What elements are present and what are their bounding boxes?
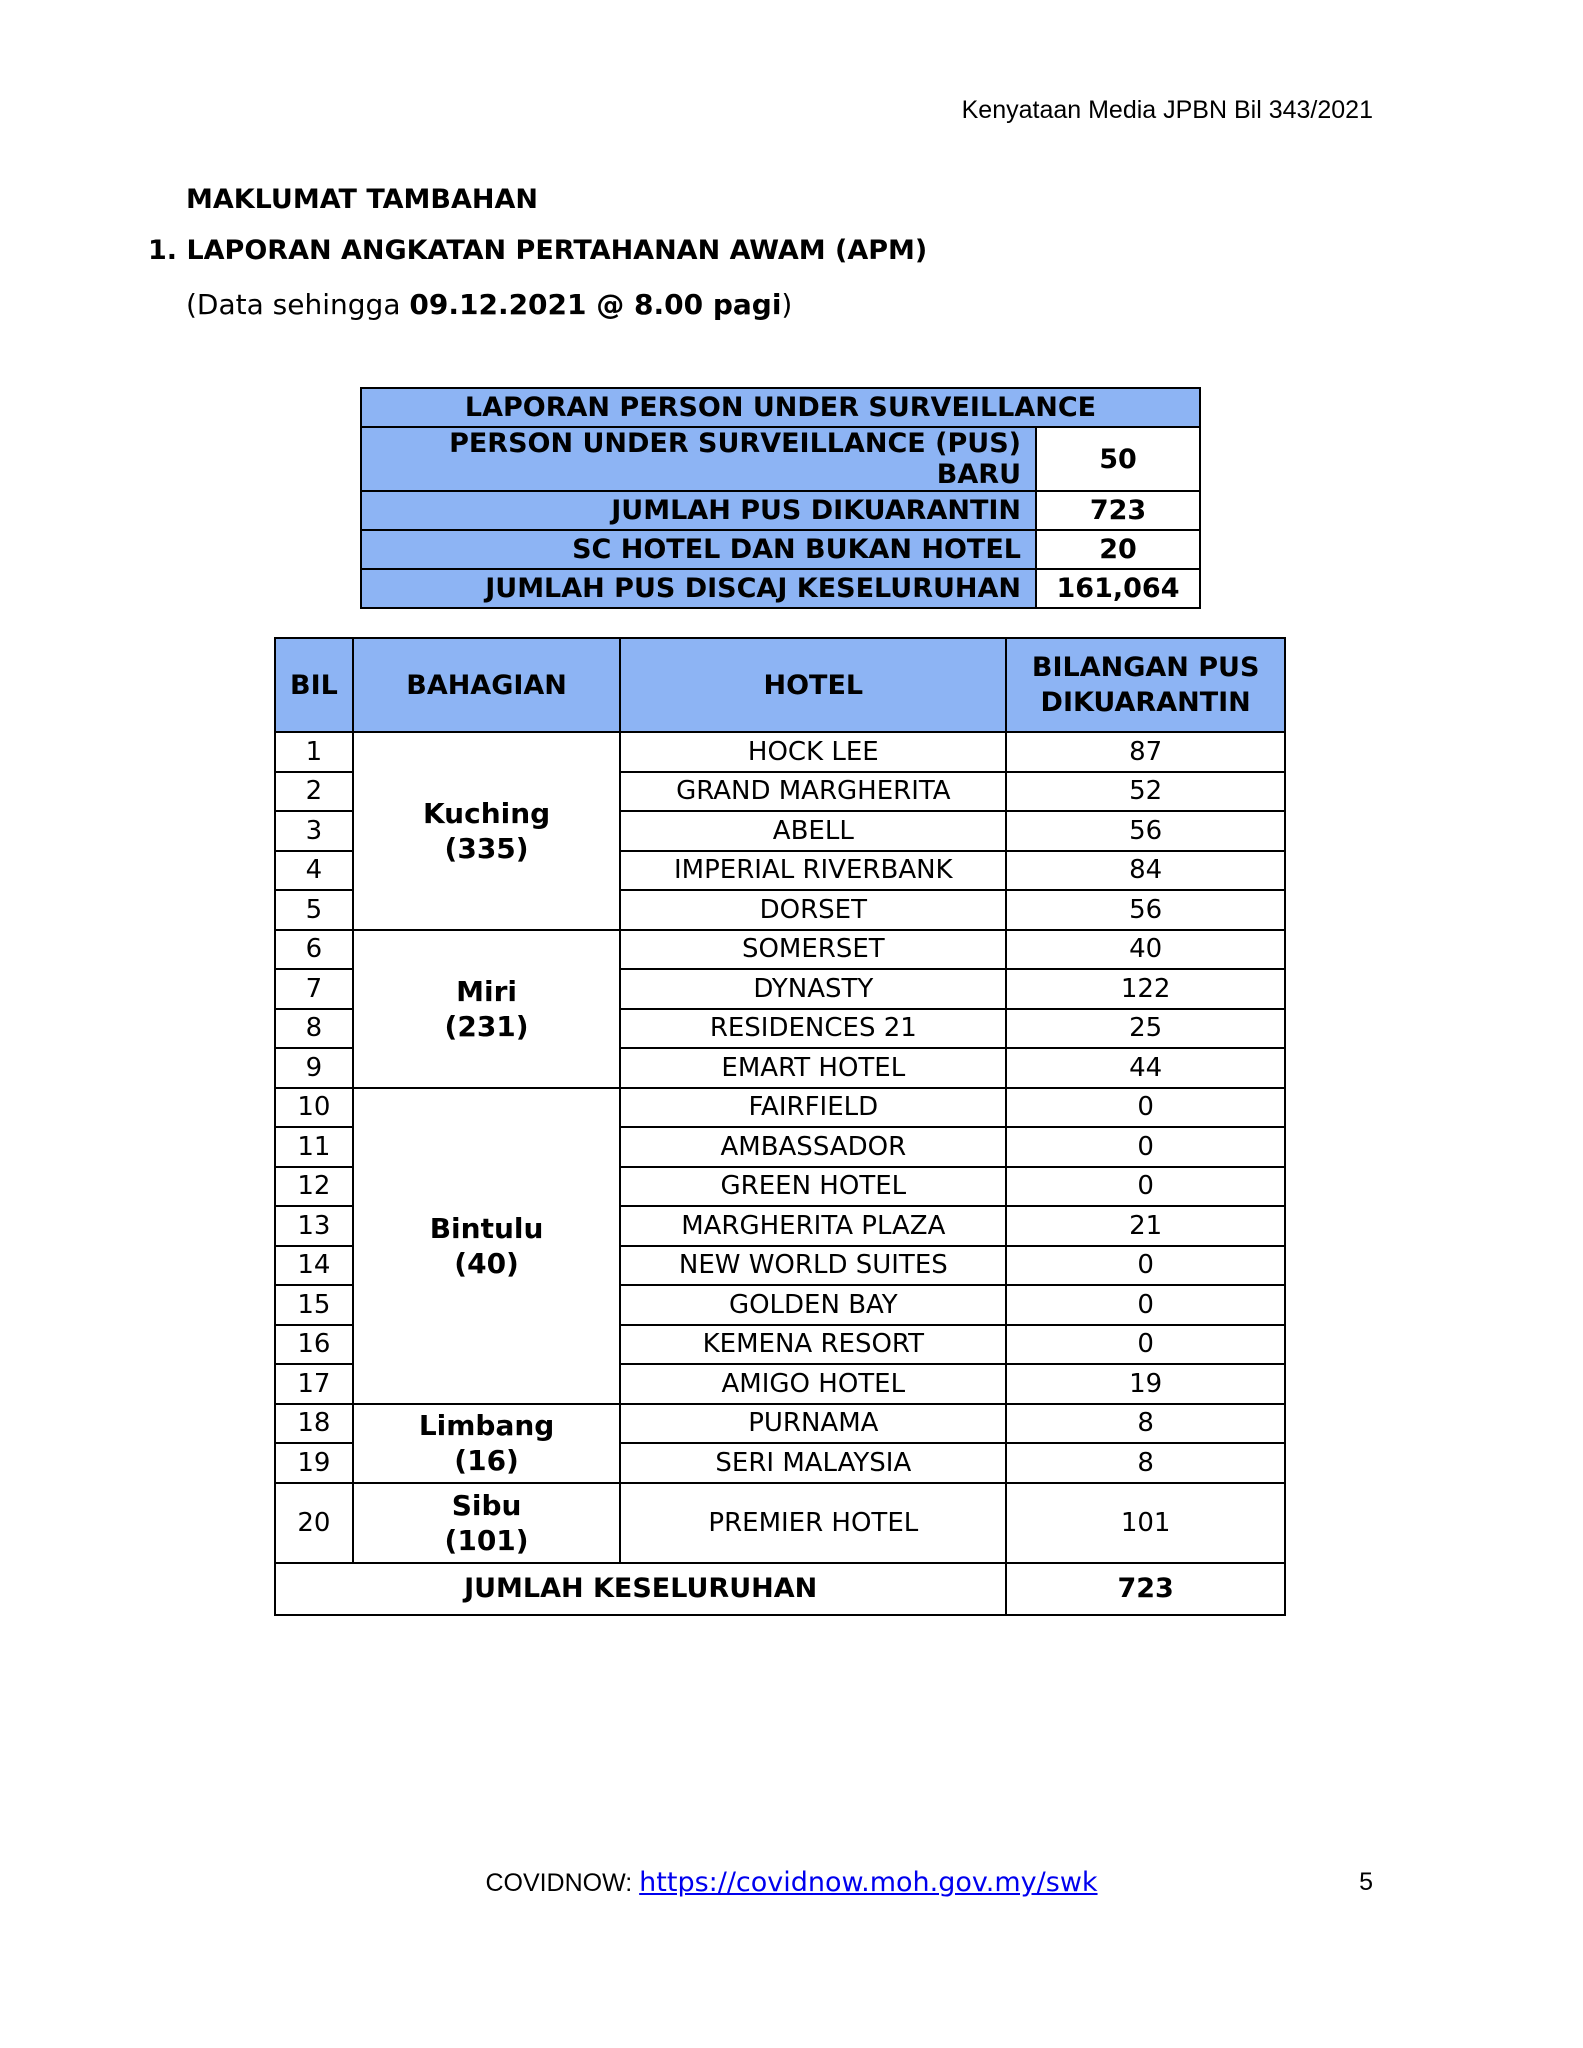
division-name: Limbang: [418, 1409, 555, 1442]
note-suffix: ): [781, 288, 793, 321]
row-hotel: IMPERIAL RIVERBANK: [620, 851, 1006, 891]
item-title: 1. LAPORAN ANGKATAN PERTAHANAN AWAM (APM): [148, 235, 928, 266]
total-label: JUMLAH KESELURUHAN: [275, 1563, 1006, 1615]
covidnow-link[interactable]: https://covidnow.moh.gov.my/swk: [639, 1867, 1098, 1898]
header-bahagian: BAHAGIAN: [353, 638, 620, 732]
division-sibu: [353, 1483, 620, 1563]
division-limbang: [353, 1404, 620, 1483]
summary-title: LAPORAN PERSON UNDER SURVEILLANCE: [361, 388, 1200, 427]
row-bil: 2: [275, 772, 353, 812]
row-count: 44: [1006, 1048, 1285, 1088]
table-row: [275, 1088, 1285, 1128]
row-hotel: AMIGO HOTEL: [620, 1364, 1006, 1404]
section-title: MAKLUMAT TAMBAHAN: [186, 184, 538, 215]
row-hotel: GOLDEN BAY: [620, 1285, 1006, 1325]
division-total: (40): [454, 1246, 519, 1280]
document-reference: Kenyataan Media JPBN Bil 343/2021: [961, 96, 1373, 124]
row-bil: 1: [275, 732, 353, 772]
row-hotel: KEMENA RESORT: [620, 1325, 1006, 1365]
header-count-line1: BILANGAN PUS: [1031, 652, 1260, 683]
summary-label: SC HOTEL DAN BUKAN HOTEL: [361, 530, 1036, 569]
row-bil: 3: [275, 811, 353, 851]
row-bil: 17: [275, 1364, 353, 1404]
row-count: 8: [1006, 1443, 1285, 1483]
row-count: 84: [1006, 851, 1285, 891]
summary-label: PERSON UNDER SURVEILLANCE (PUS) BARU: [361, 427, 1036, 491]
row-count: 19: [1006, 1364, 1285, 1404]
total-row: [275, 1563, 1285, 1615]
table-row: [275, 1483, 1285, 1563]
row-hotel: PREMIER HOTEL: [620, 1483, 1006, 1563]
division-total: (335): [444, 831, 529, 865]
hotel-quarantine-table: [274, 637, 1286, 1616]
row-bil: 14: [275, 1246, 353, 1286]
summary-row: [361, 491, 1200, 530]
row-count: 0: [1006, 1127, 1285, 1167]
row-hotel: GRAND MARGHERITA: [620, 772, 1006, 812]
row-hotel: DYNASTY: [620, 969, 1006, 1009]
total-value: 723: [1006, 1563, 1285, 1615]
row-bil: 20: [275, 1483, 353, 1563]
row-bil: 5: [275, 890, 353, 930]
data-date-note: [186, 288, 792, 321]
table-row: [275, 732, 1285, 772]
row-bil: 11: [275, 1127, 353, 1167]
table-header-row: [275, 638, 1285, 732]
row-hotel: AMBASSADOR: [620, 1127, 1006, 1167]
division-name: Kuching: [422, 796, 551, 830]
row-count: 0: [1006, 1285, 1285, 1325]
row-bil: 8: [275, 1009, 353, 1049]
row-bil: 10: [275, 1088, 353, 1128]
row-count: 0: [1006, 1167, 1285, 1207]
row-count: 87: [1006, 732, 1285, 772]
summary-label: JUMLAH PUS DIKUARANTIN: [361, 491, 1036, 530]
row-count: 40: [1006, 930, 1285, 970]
row-hotel: FAIRFIELD: [620, 1088, 1006, 1128]
header-count: [1006, 638, 1285, 732]
row-bil: 15: [275, 1285, 353, 1325]
division-total: (231): [444, 1009, 529, 1043]
row-hotel: ABELL: [620, 811, 1006, 851]
division-miri: [353, 930, 620, 1088]
row-bil: 19: [275, 1443, 353, 1483]
division-name: Miri: [456, 974, 518, 1008]
division-bintulu: [353, 1088, 620, 1404]
summary-row: [361, 569, 1200, 608]
row-hotel: SERI MALAYSIA: [620, 1443, 1006, 1483]
row-count: 56: [1006, 890, 1285, 930]
header-hotel: HOTEL: [620, 638, 1006, 732]
row-count: 101: [1006, 1483, 1285, 1563]
row-hotel: GREEN HOTEL: [620, 1167, 1006, 1207]
row-bil: 6: [275, 930, 353, 970]
page-number: 5: [1359, 1868, 1373, 1896]
row-count: 0: [1006, 1246, 1285, 1286]
row-hotel: SOMERSET: [620, 930, 1006, 970]
row-count: 122: [1006, 969, 1285, 1009]
header-count-line2: DIKUARANTIN: [1040, 687, 1251, 718]
row-bil: 9: [275, 1048, 353, 1088]
row-hotel: NEW WORLD SUITES: [620, 1246, 1006, 1286]
summary-row: [361, 530, 1200, 569]
note-prefix: (Data sehingga: [186, 288, 410, 321]
row-hotel: HOCK LEE: [620, 732, 1006, 772]
division-total: (101): [444, 1523, 529, 1557]
row-bil: 18: [275, 1404, 353, 1444]
row-count: 0: [1006, 1325, 1285, 1365]
summary-value: 50: [1036, 427, 1200, 491]
row-count: 52: [1006, 772, 1285, 812]
division-name: Bintulu: [429, 1211, 544, 1245]
row-count: 56: [1006, 811, 1285, 851]
row-hotel: EMART HOTEL: [620, 1048, 1006, 1088]
row-count: 8: [1006, 1404, 1285, 1444]
row-bil: 4: [275, 851, 353, 891]
division-kuching: [353, 732, 620, 930]
division-name: Sibu: [451, 1488, 522, 1522]
note-date: 09.12.2021 @ 8.00 pagi: [409, 288, 782, 321]
summary-label: JUMLAH PUS DISCAJ KESELURUHAN: [361, 569, 1036, 608]
footer-label: COVIDNOW:: [485, 1869, 640, 1897]
pus-summary-table: [360, 387, 1201, 609]
row-hotel: MARGHERITA PLAZA: [620, 1206, 1006, 1246]
row-hotel: RESIDENCES 21: [620, 1009, 1006, 1049]
table-row: [275, 930, 1285, 970]
division-total: (16): [454, 1444, 519, 1477]
summary-title-row: [361, 388, 1200, 427]
summary-value: 723: [1036, 491, 1200, 530]
row-count: 21: [1006, 1206, 1285, 1246]
row-hotel: PURNAMA: [620, 1404, 1006, 1444]
row-bil: 16: [275, 1325, 353, 1365]
row-bil: 13: [275, 1206, 353, 1246]
summary-value: 20: [1036, 530, 1200, 569]
row-count: 0: [1006, 1088, 1285, 1128]
row-count: 25: [1006, 1009, 1285, 1049]
row-bil: 12: [275, 1167, 353, 1207]
row-hotel: DORSET: [620, 890, 1006, 930]
footer: [0, 1867, 1583, 1898]
table-row: [275, 1404, 1285, 1444]
row-bil: 7: [275, 969, 353, 1009]
header-bil: BIL: [275, 638, 353, 732]
summary-value: 161,064: [1036, 569, 1200, 608]
summary-row: [361, 427, 1200, 491]
